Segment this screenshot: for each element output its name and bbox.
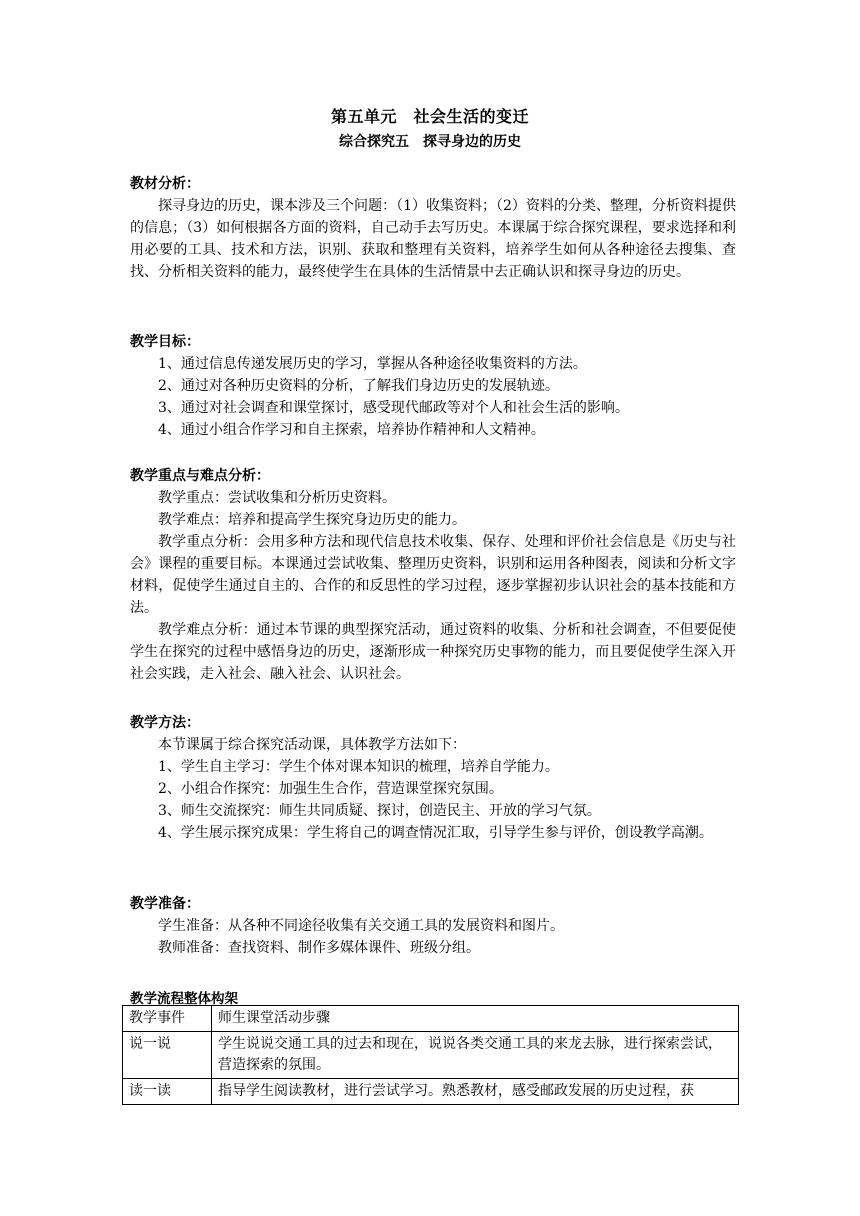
analysis-text: 探寻身边的历史，课本涉及三个问题：（1）收集资料；（2）资料的分类、整理，分析资料提供的信息；（3）如何根据各方面的资料，自己动手去写历史。本课属于综合探究课程，要求选择和利用必要的工具、技术和方法，识别、获取和整理有关资料，培养学生如何从各种途径去搜集、查找、分析相关资料的能力，最终使学生在具体的生活情景中去正确认识和探寻身边的历史。 xyxy=(130,198,736,280)
col-header-event: 教学事件 xyxy=(123,1006,212,1032)
steps-cell: 指导学生阅读教材，进行尝试学习。熟悉教材，感受邮政发展的历史过程，获 xyxy=(212,1079,739,1105)
goal-item: 3、通过对社会调查和课堂探讨，感受现代邮政等对个人和社会生活的影响。 xyxy=(158,400,629,416)
table-row xyxy=(123,1032,739,1079)
table-header-row xyxy=(123,1006,739,1032)
goals-heading: 教学目标： xyxy=(130,334,200,350)
student-prep: 学生准备：从各种不同途径收集有关交通工具的发展资料和图片。 xyxy=(158,918,564,934)
focus-text: 教学重点：尝试收集和分析历史资料。 xyxy=(158,490,396,506)
table-row xyxy=(123,1079,739,1105)
col-header-steps: 师生课堂活动步骤 xyxy=(212,1006,739,1032)
prep-heading: 教学准备： xyxy=(130,896,200,912)
lesson-subtitle: 综合探究五 探寻身边的历史 xyxy=(339,134,521,150)
method-item: 3、师生交流探究：师生共同质疑、探讨，创造民主、开放的学习气氛。 xyxy=(158,803,601,819)
keypoints-section xyxy=(130,465,736,685)
goal-item: 4、通过小组合作学习和自主探索，培养协作精神和人文精神。 xyxy=(158,422,545,438)
unit-title: 第五单元 社会生活的变迁 xyxy=(330,107,529,126)
goal-item: 2、通过对各种历史资料的分析，了解我们身边历史的发展轨迹。 xyxy=(158,378,559,394)
goal-item: 1、通过信息传递发展历史的学习，掌握从各种途径收集资料的方法。 xyxy=(158,356,587,372)
methods-heading: 教学方法： xyxy=(130,715,200,731)
analysis-section xyxy=(130,173,736,283)
teacher-prep: 教师准备：查找资料、制作多媒体课件、班级分组。 xyxy=(158,940,480,956)
difficulty-analysis: 教学难点分析：通过本节课的典型探究活动，通过资料的收集、分析和社会调查，不但要促使学生在探究的过程中感悟身边的历史，逐渐形成一种探究历史事物的能力，而且要促使学生深入开社会实践，走入社会、融入社会、认识社会。 xyxy=(130,622,736,682)
keypoints-heading: 教学重点与难点分析： xyxy=(130,468,270,484)
flow-heading: 教学流程整体构架 xyxy=(130,991,238,1007)
prep-section xyxy=(130,893,736,959)
method-item: 4、学生展示探究成果：学生将自己的调查情况汇取，引导学生参与评价，创设教学高潮。 xyxy=(158,825,713,841)
flow-table xyxy=(122,1005,739,1105)
method-item: 2、小组合作探究：加强生生合作，营造课堂探究氛围。 xyxy=(158,781,503,797)
goals-section xyxy=(130,331,736,441)
event-cell: 说一说 xyxy=(123,1032,212,1079)
difficulty-text: 教学难点：培养和提高学生探究身边历史的能力。 xyxy=(158,512,466,528)
steps-cell: 学生说说交通工具的过去和现在，说说各类交通工具的来龙去脉，进行探索尝试，营造探索的氛围。 xyxy=(212,1032,739,1079)
focus-analysis: 教学重点分析：会用多种方法和现代信息技术收集、保存、处理和评价社会信息是《历史与社会》课程的重要目标。本课通过尝试收集、整理历史资料，识别和运用各种图表，阅读和分析文字材料，促使学生通过自主的、合作的和反思性的学习过程，逐步掌握初步认识社会的基本技能和方法。 xyxy=(130,534,736,616)
methods-section xyxy=(130,712,736,844)
analysis-heading: 教材分析： xyxy=(130,176,200,192)
methods-intro: 本节课属于综合探究活动课，具体教学方法如下： xyxy=(158,737,466,753)
event-cell: 读一读 xyxy=(123,1079,212,1105)
method-item: 1、学生自主学习：学生个体对课本知识的梳理，培养自学能力。 xyxy=(158,759,559,775)
